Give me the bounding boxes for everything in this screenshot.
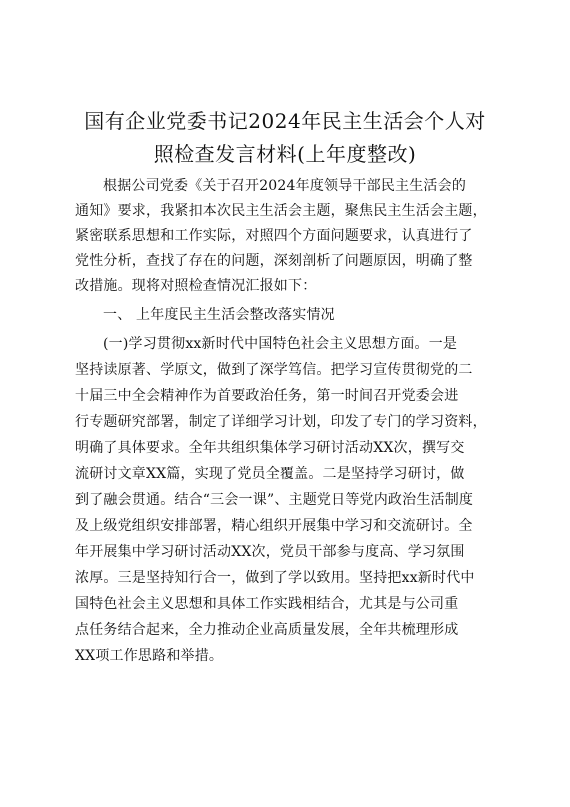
section-heading: 一、 上年度民主生活会整改落实情况 — [103, 307, 335, 323]
body-line: 行专题研究部署，制定了详细学习计划，印发了专门的学习资料， — [75, 414, 487, 430]
document-title-line-1: 国有企业党委书记2024年民主生活会个人对 — [84, 109, 486, 133]
body-line: 明确了具体要求。全年共组织集体学习研讨活动XX次，撰写交 — [75, 440, 465, 456]
body-line: 十届三中全会精神作为首要政治任务，第一时间召开党委会进 — [75, 388, 459, 404]
document-title-line-2: 照检查发言材料(上年度整改) — [153, 142, 417, 166]
body-line: 及上级党组织安排部署，精心组织开展集中学习和交流研讨。全 — [75, 518, 473, 534]
body-line: 坚持读原著、学原文，做到了深学笃信。把学习宣传贯彻党的二 — [75, 362, 473, 378]
body-line: 到了融会贯通。结合“三会一课”、主题党日等党内政治生活制度 — [75, 492, 474, 508]
body-line: 根据公司党委《关于召开2024年度领导干部民主生活会的 — [103, 178, 467, 194]
body-line: 改措施。现将对照检查情况汇报如下： — [75, 278, 317, 294]
body-line: (一)学习贯彻xx新时代中国特色社会主义思想方面。一是 — [103, 336, 458, 352]
body-line: 点任务结合起来，全力推动企业高质量发展，全年共梳理形成 — [75, 622, 459, 638]
body-line: 浓厚。三是坚持知行合一，做到了学以致用。坚持把xx新时代中 — [75, 570, 475, 586]
body-line: 流研讨文章XX篇，实现了党员全覆盖。二是坚持学习研讨，做 — [75, 466, 465, 482]
body-line: XX项工作思路和举措。 — [75, 648, 224, 664]
body-line: 党性分析，查找了存在的问题，深刻剖析了问题原因，明确了整 — [75, 253, 473, 269]
body-line: 国特色社会主义思想和具体工作实践相结合，尤其是与公司重 — [75, 596, 459, 612]
body-line: 紧密联系思想和工作实际，对照四个方面问题要求，认真进行了 — [75, 228, 473, 244]
body-line: 年开展集中学习研讨活动XX次，党员干部参与度高、学习氛围 — [75, 544, 465, 560]
body-line: 通知》要求，我紧扣本次民主生活会主题，聚焦民主生活会主题， — [75, 203, 487, 219]
